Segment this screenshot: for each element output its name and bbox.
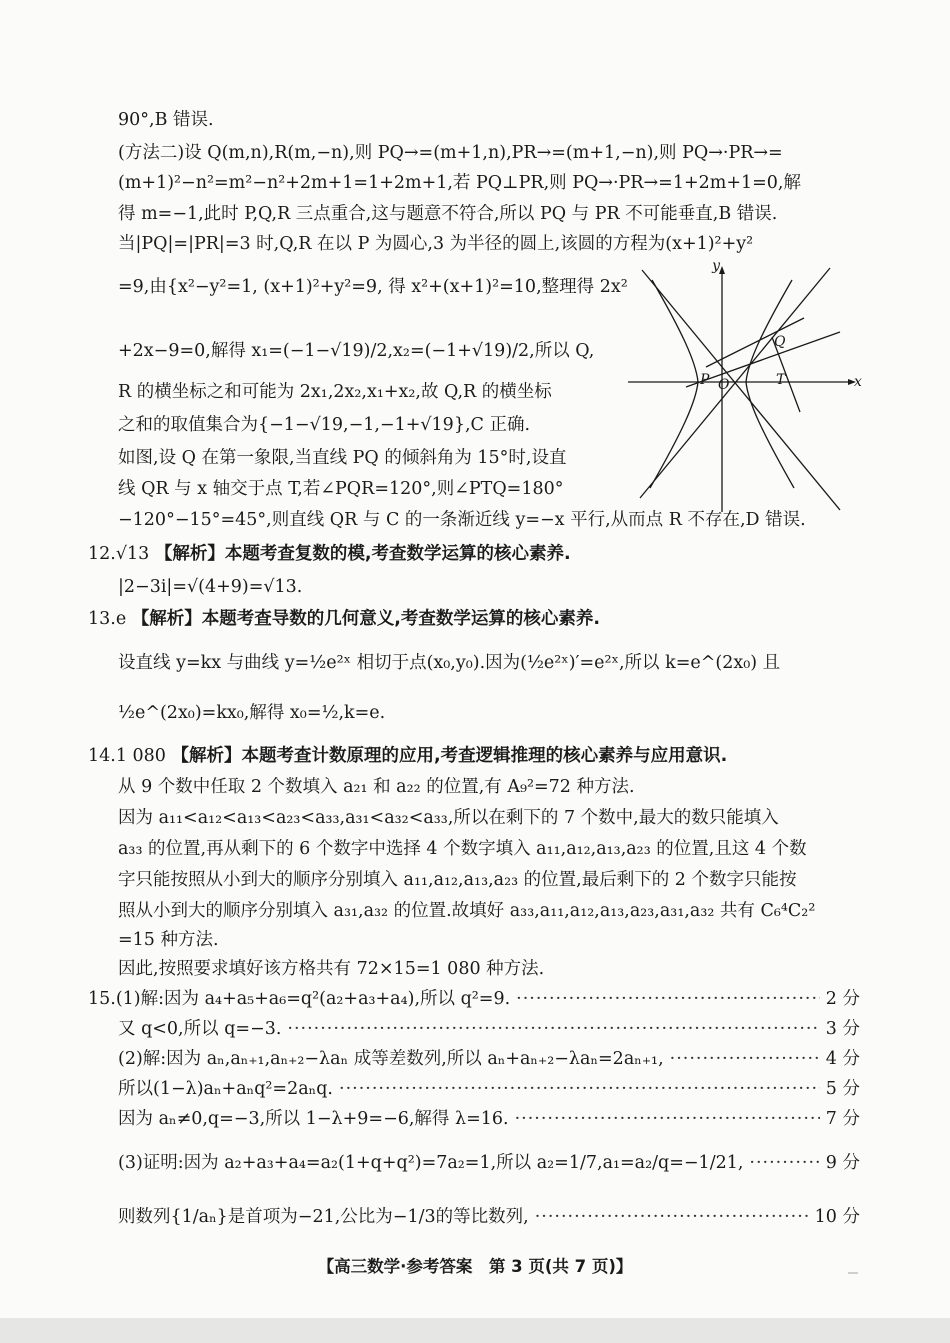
bottom-margin-band bbox=[0, 1318, 950, 1343]
scan-mark bbox=[848, 1272, 858, 1274]
leader-dots bbox=[339, 1078, 820, 1100]
text-line: 从 9 个数中任取 2 个数填入 a₂₁ 和 a₂₂ 的位置,有 A₉²=72 种方法. bbox=[118, 777, 635, 797]
score-line: (3)证明:因为 a₂+a₃+a₄=a₂(1+q+q²)=7a₂=1,所以 a₂=1/7,a₁=a₂/q=−1/21, ····· 9 分 bbox=[118, 1152, 860, 1174]
text-line: ½e^(2x₀)=kx₀,解得 x₀=½,k=e. bbox=[118, 703, 386, 723]
leader-dots bbox=[670, 1048, 820, 1070]
text-line: 因此,按照要求填好该方格共有 72×15=1 080 种方法. bbox=[118, 959, 545, 979]
text-line: 如图,设 Q 在第一象限,当直线 PQ 的倾斜角为 15°时,设直 bbox=[118, 448, 567, 468]
hyperbola-figure bbox=[622, 262, 868, 518]
x-axis-label: x bbox=[854, 374, 862, 390]
score-line: 所以(1−λ)aₙ+aₙq²=2aₙq. ····· 5 分 bbox=[118, 1078, 860, 1100]
text-line: 之和的取值集合为{−1−√19,−1,−1+√19},C 正确. bbox=[118, 415, 531, 435]
text-line: 字只能按照从小到大的顺序分别填入 a₁₁,a₁₂,a₁₃,a₂₃ 的位置,最后剩下的 2 个数字只能按 bbox=[118, 870, 797, 890]
hyperbola-right-branch bbox=[746, 280, 794, 488]
points-label: 7 分 bbox=[825, 1109, 860, 1129]
question-12-head: 12.√13 【解析】本题考查复数的模,考查数学运算的核心素养. bbox=[88, 544, 571, 564]
text-line: 得 m=−1,此时 P,Q,R 三点重合,这与题意不符合,所以 PQ 与 PR 不可能垂直,B 错误. bbox=[118, 204, 778, 224]
text-line: 线 QR 与 x 轴交于点 T,若∠PQR=120°,则∠PTQ=180° bbox=[118, 479, 564, 499]
points-label: 9 分 bbox=[825, 1153, 860, 1173]
points-label: 10 分 bbox=[814, 1207, 860, 1227]
y-axis-label: y bbox=[712, 262, 720, 274]
analysis-tag: 【解析】本题考查计数原理的应用,考查逻辑推理的核心素养与应用意识. bbox=[171, 746, 728, 766]
text-line: 因为 a₁₁<a₁₂<a₁₃<a₂₃<a₃₃,a₃₁<a₃₂<a₃₃,所以在剩下的 7 个数中,最大的数只能填入 bbox=[118, 808, 779, 828]
text-line: 90°,B 错误. bbox=[118, 110, 214, 130]
text-line: (方法二)设 Q(m,n),R(m,−n),则 PQ→=(m+1,n),PR→=(m+1,−n),则 PQ→·PR→= bbox=[118, 143, 783, 163]
analysis-tag: 【解析】本题考查导数的几何意义,考查数学运算的核心素养. bbox=[131, 609, 601, 629]
score-line: 又 q<0,所以 q=−3. ····· 3 分 bbox=[118, 1018, 860, 1040]
points-label: 3 分 bbox=[825, 1019, 860, 1039]
points-label: 5 分 bbox=[825, 1079, 860, 1099]
asymptote-line bbox=[642, 270, 840, 510]
points-label: 2 分 bbox=[825, 989, 860, 1009]
leader-dots bbox=[515, 1108, 820, 1130]
point-q-label: Q bbox=[774, 334, 786, 350]
text-line: +2x−9=0,解得 x₁=(−1−√19)/2,x₂=(−1+√19)/2,所以 Q, bbox=[118, 341, 595, 361]
leader-dots bbox=[516, 988, 820, 1010]
text-line: 设直线 y=kx 与曲线 y=½e²ˣ 相切于点(x₀,y₀).因为(½e²ˣ)′=e²ˣ,所以 k=e^(2x₀) 且 bbox=[118, 653, 781, 673]
text-line: R 的横坐标之和可能为 2x₁,2x₂,x₁+x₂,故 Q,R 的横坐标 bbox=[118, 382, 552, 402]
score-line: 则数列{1/aₙ}是首项为−21,公比为−1/3的等比数列, ····· 10 分 bbox=[118, 1206, 860, 1228]
text-line: (m+1)²−n²=m²−n²+2m+1=1+2m+1,若 PQ⊥PR,则 PQ→·PR→=1+2m+1=0,解 bbox=[118, 173, 801, 193]
score-line: 因为 aₙ≠0,q=−3,所以 1−λ+9=−6,解得 λ=16. ····· 7 分 bbox=[118, 1108, 860, 1130]
score-line: (2)解:因为 aₙ,aₙ₊₁,aₙ₊₂−λaₙ 成等差数列,所以 aₙ+aₙ₊₂−λaₙ=2aₙ₊₁, ····· 4 分 bbox=[118, 1048, 860, 1070]
point-p-label: P bbox=[700, 372, 710, 388]
text-line: =15 种方法. bbox=[118, 930, 219, 950]
leader-dots bbox=[287, 1018, 819, 1040]
text-line: =9,由{x²−y²=1, (x+1)²+y²=9, 得 x²+(x+1)²=10,整理得 2x² bbox=[118, 277, 628, 297]
leader-dots bbox=[749, 1152, 819, 1174]
analysis-tag: 【解析】本题考查复数的模,考查数学运算的核心素养. bbox=[154, 544, 571, 564]
point-t-label: T bbox=[776, 372, 786, 388]
text-line: |2−3i|=√(4+9)=√13. bbox=[118, 577, 303, 597]
question-14-head: 14.1 080 【解析】本题考查计数原理的应用,考查逻辑推理的核心素养与应用意识. bbox=[88, 746, 728, 766]
text-line: −120°−15°=45°,则直线 QR 与 C 的一条渐近线 y=−x 平行,从而点 R 不存在,D 错误. bbox=[118, 510, 806, 530]
text-line: 照从小到大的顺序分别填入 a₃₁,a₃₂ 的位置.故填好 a₃₃,a₁₁,a₁₂,a₁₃,a₂₃,a₃₁,a₃₂ 共有 C₆⁴C₂² bbox=[118, 901, 816, 921]
question-13-head: 13.e 【解析】本题考查导数的几何意义,考查数学运算的核心素养. bbox=[88, 609, 601, 629]
text-line: 当|PQ|=|PR|=3 时,Q,R 在以 P 为圆心,3 为半径的圆上,该圆的方程为(x+1)²+y² bbox=[118, 234, 754, 254]
origin-label: O bbox=[718, 377, 730, 393]
leader-dots bbox=[535, 1206, 809, 1228]
text-line: a₃₃ 的位置,再从剩下的 6 个数字中选择 4 个数字填入 a₁₁,a₁₂,a₁₃,a₂₃ 的位置,且这 4 个数 bbox=[118, 839, 807, 859]
page-footer: 【高三数学·参考答案 第 3 页(共 7 页)】 bbox=[317, 1257, 633, 1276]
points-label: 4 分 bbox=[825, 1049, 860, 1069]
score-line: 15.(1)解:因为 a₄+a₅+a₆=q²(a₂+a₃+a₄),所以 q²=9. ····· 2 分 bbox=[88, 988, 860, 1010]
